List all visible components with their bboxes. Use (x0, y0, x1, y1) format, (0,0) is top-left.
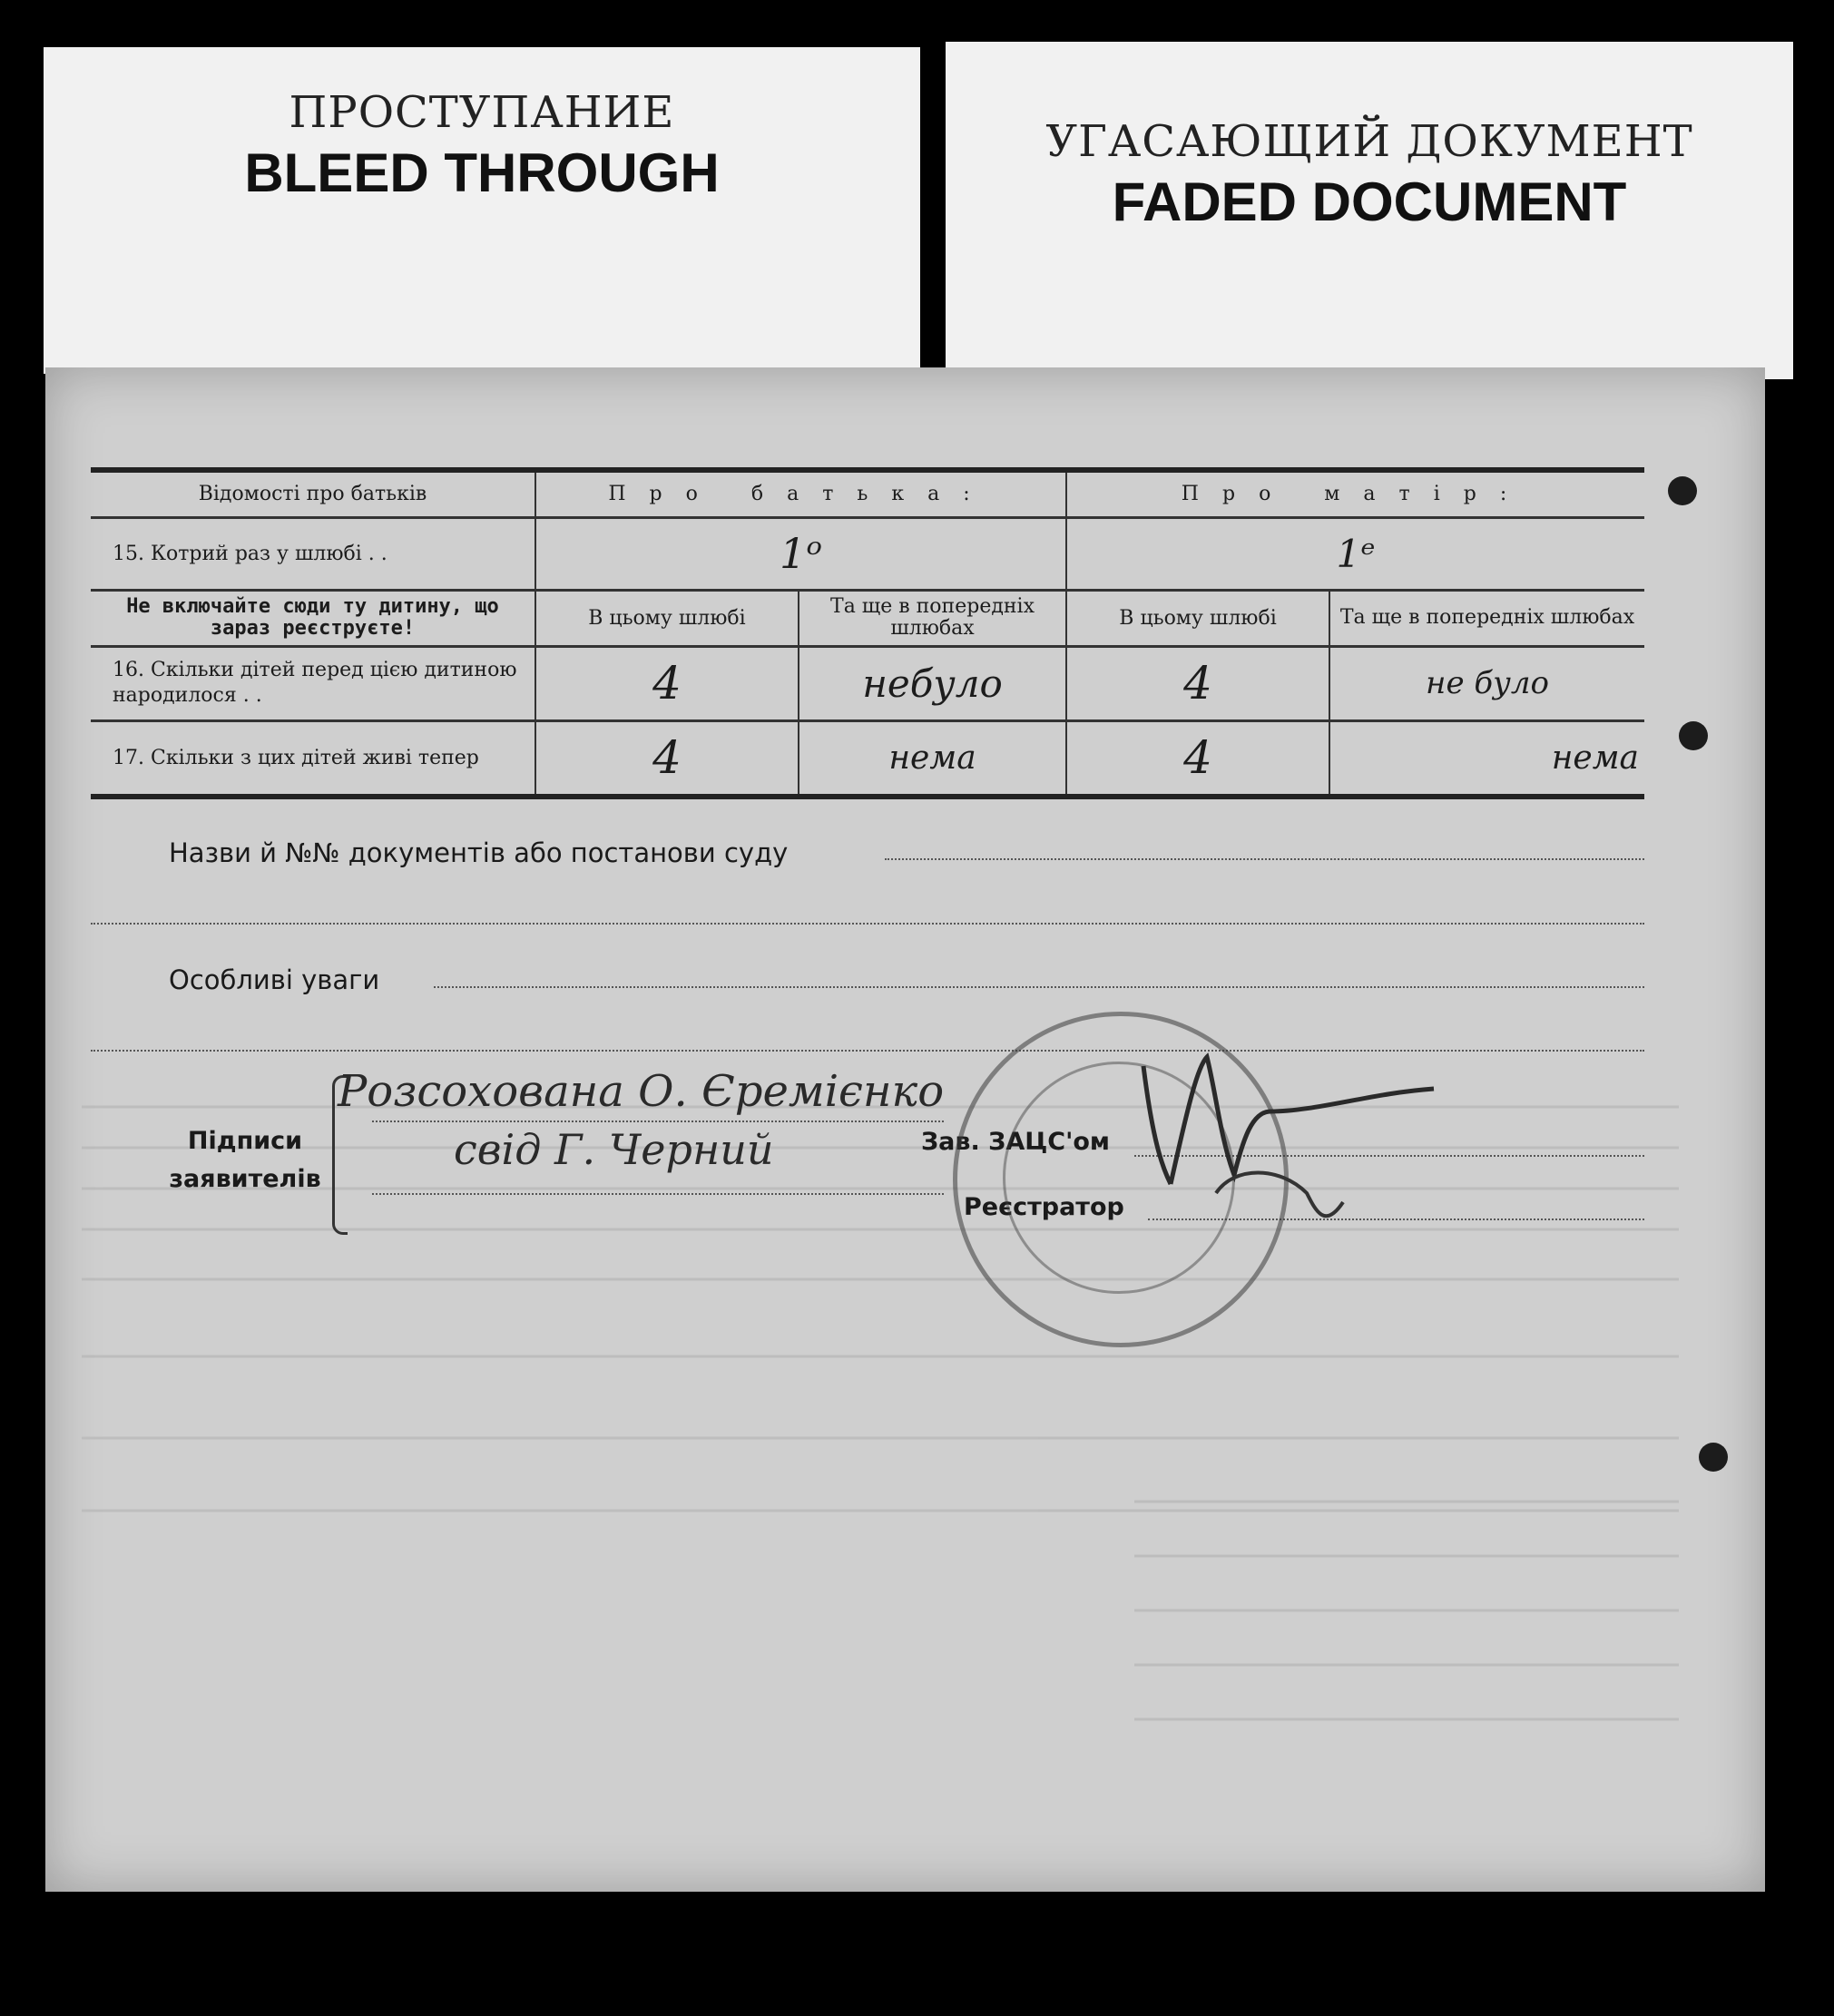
header-mother: Про матір: (1066, 470, 1644, 517)
documents-line-2 (91, 923, 1644, 925)
notes-line (434, 986, 1644, 988)
mother-this-marriage-header: В цьому шлюбі (1066, 590, 1329, 646)
row15-label: 15. Котрий раз у шлюбі . . (91, 517, 535, 590)
card-title-en: BLEED THROUGH (244, 142, 720, 203)
row17-mother-prev: нема (1329, 720, 1644, 797)
head-of-registry-label: Зав. ЗАЦС'ом (921, 1128, 1110, 1156)
row15-mother-value: 1ᵉ (1066, 517, 1644, 590)
row16-mother-this: 4 (1066, 646, 1329, 720)
binder-hole (1699, 1443, 1728, 1472)
parents-table (91, 467, 1644, 799)
registration-form-sheet (45, 367, 1765, 1892)
row16-mother-prev: не було (1329, 646, 1644, 720)
applicants-label: Підписи заявителів (169, 1127, 321, 1193)
mother-previous-header: Та ще в попередніх шлюбах (1329, 590, 1644, 646)
row17-father-this: 4 (535, 720, 799, 797)
bleed-through-card (44, 47, 920, 374)
card-title-ru: УГАСАЮЩИЙ ДОКУМЕНТ (1045, 116, 1693, 167)
head-signature (1134, 1030, 1479, 1238)
applicant-2-line (372, 1193, 944, 1195)
binder-hole (1668, 476, 1697, 505)
faded-document-card (946, 42, 1793, 379)
applicant-2-signature: свід Г. Черний (454, 1125, 774, 1174)
parents-info-section (91, 467, 1644, 799)
notes-label: Особливі уваги (169, 964, 380, 995)
header-label: Відомості про батьків (91, 470, 535, 517)
registrar-label: Реєстратор (964, 1193, 1124, 1221)
father-this-marriage-header: В цьому шлюбі (535, 590, 799, 646)
row16-father-this: 4 (535, 646, 799, 720)
binder-hole (1679, 721, 1708, 750)
applicant-1-line (372, 1121, 944, 1122)
row17-label: 17. Скільки з цих дітей живі тепер (91, 720, 535, 797)
row17-mother-this: 4 (1066, 720, 1329, 797)
header-father: Про батька: (535, 470, 1066, 517)
documents-label: Назви й №№ документів або постанови суду (169, 837, 789, 868)
father-previous-header: Та ще в попередніх шлюбах (799, 590, 1066, 646)
card-title-ru: ПРОСТУПАНИЕ (289, 87, 675, 138)
row15-father-value: 1ᵒ (535, 517, 1066, 590)
documents-line (885, 858, 1644, 860)
card-title-en: FADED DOCUMENT (1112, 171, 1627, 232)
applicant-1-signature: Розсохована О. Єремієнко (338, 1066, 945, 1117)
row17-father-prev: нема (799, 720, 1066, 797)
row16-father-prev: небуло (799, 646, 1066, 720)
subheader-note: Не включайте сюди ту дитину, що зараз реєструєте! (91, 590, 535, 646)
row16-label: 16. Скільки дітей перед цією дитиною народилося . . (91, 646, 535, 720)
